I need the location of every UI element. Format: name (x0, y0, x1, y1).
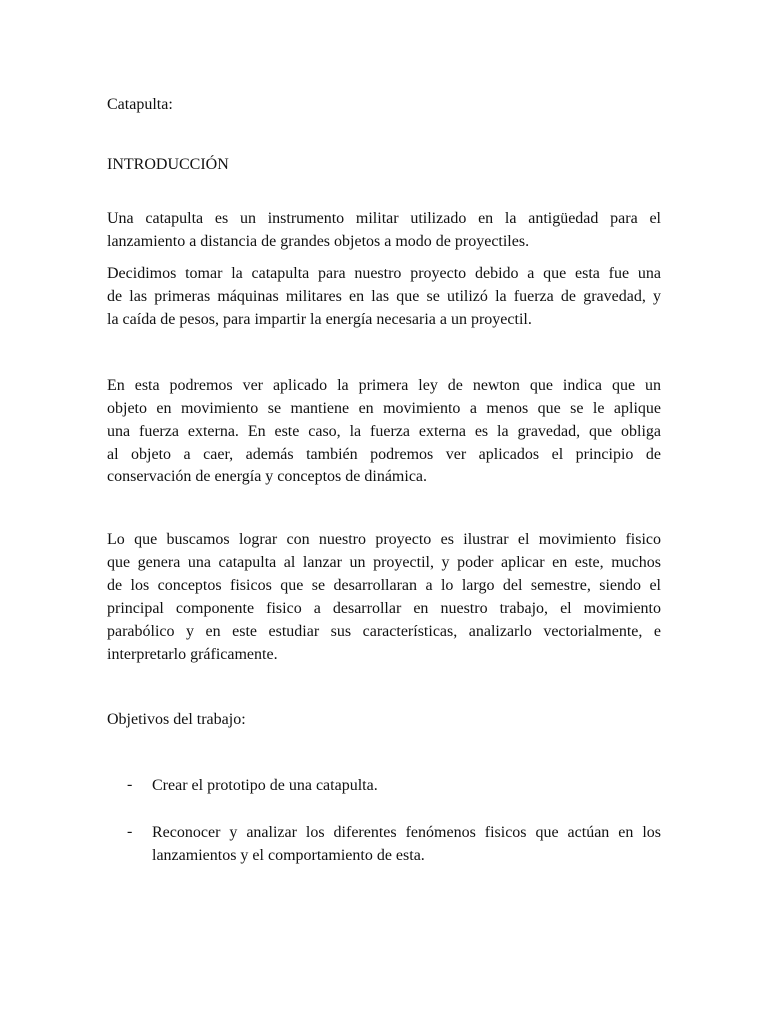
objectives-heading: Objetivos del trabajo: (107, 711, 246, 728)
document-title: Catapulta: (107, 96, 173, 113)
paragraph-line: interpretarlo gráficamente. (107, 646, 278, 663)
bullet-marker: - (127, 823, 133, 840)
paragraph-line: principal componente fisico a desarrollar en nuestro trabajo, el movimiento (107, 600, 661, 617)
list-item-text: Reconocer y analizar los diferentes fenómenos fisicos que actúan en los (152, 824, 661, 841)
paragraph-line: de las primeras máquinas militares en las que se utilizó la fuerza de gravedad, y (107, 288, 661, 305)
paragraph-line: parabólico y en este estudiar sus características, analizarlo vectorialmente, e (107, 623, 661, 640)
paragraph-line: de los conceptos fisicos que se desarrollaran a lo largo del semestre, siendo el (107, 577, 661, 594)
paragraph-line: que genera una catapulta al lanzar un proyectil, y poder aplicar en este, muchos (107, 554, 661, 571)
bullet-marker: - (127, 776, 133, 793)
list-item-text: Crear el prototipo de una catapulta. (152, 777, 378, 794)
paragraph-line: una fuerza externa. En este caso, la fuerza externa es la gravedad, que obliga (107, 423, 661, 440)
paragraph-line: En esta podremos ver aplicado la primera ley de newton que indica que un (107, 377, 661, 394)
paragraph-line: al objeto a caer, además también podremos ver aplicados el principio de (107, 446, 661, 463)
list-item-text: lanzamientos y el comportamiento de esta. (152, 847, 425, 864)
paragraph-line: Una catapulta es un instrumento militar utilizado en la antigüedad para el (107, 210, 661, 227)
section-heading: INTRODUCCIÓN (107, 156, 229, 173)
paragraph-line: la caída de pesos, para impartir la energía necesaria a un proyectil. (107, 311, 532, 328)
paragraph-line: Lo que buscamos lograr con nuestro proyecto es ilustrar el movimiento fisico (107, 531, 661, 548)
paragraph-line: conservación de energía y conceptos de dinámica. (107, 468, 428, 485)
paragraph-line: Decidimos tomar la catapulta para nuestro proyecto debido a que esta fue una (107, 265, 661, 282)
paragraph-line: lanzamiento a distancia de grandes objetos a modo de proyectiles. (107, 233, 530, 250)
paragraph-line: objeto en movimiento se mantiene en movimiento a menos que se le aplique (107, 400, 661, 417)
